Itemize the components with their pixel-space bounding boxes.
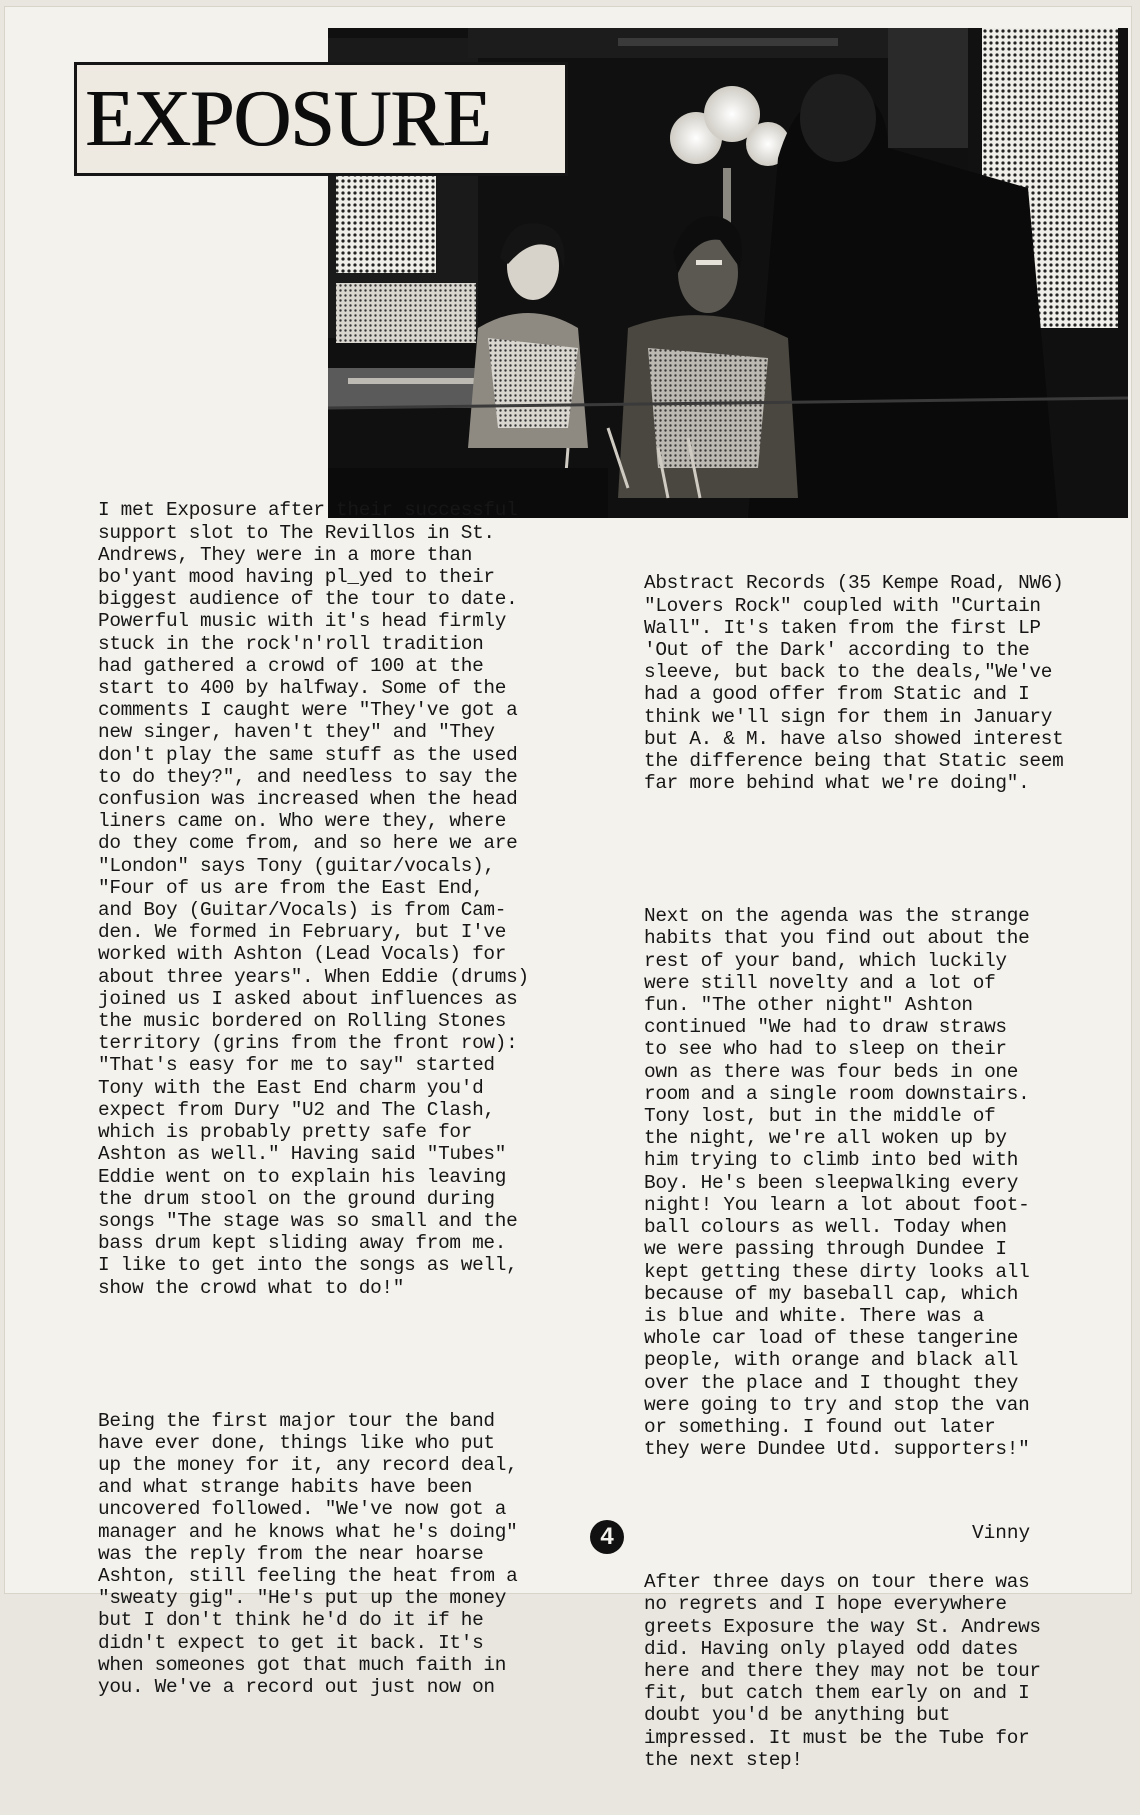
article-title: EXPOSURE: [85, 75, 491, 163]
author-signature: Vinny: [972, 1522, 1031, 1544]
paragraph: After three days on tour there was no regrets and I hope everywhere greets Exposure the way St. Andrews did. Having only played odd dates here and there they may not be tour fit, but catch them early on and I doubt you'd be anything but impressed. It must be the Tube for the next step!: [644, 1571, 1041, 1771]
paragraph: Being the first major tour the band have ever done, things like who put up the money for it, any record deal, and what strange habits have been uncovered followed. "We've now got a manager and he knows what he's doing" was the reply from the near hoarse Ashton, still feeling the heat from a "sweaty gig". "He's put up the money but I don't think he'd do it if he didn't expect to get it back. It's when someones got that much faith in you. We've a record out just now on: [98, 1409, 518, 1698]
page: [4, 6, 1132, 1771]
article-title-banner: [74, 62, 568, 176]
paragraph: Next on the agenda was the strange habits that you find out about the rest of your band, which luckily were still novelty and a lot of fun. "The other night" Ashton continued "We had to draw straws to see who had to sleep on their own as there was four beds in one room and a single room downstairs. Tony lost, but in the middle of the night, we're all woken up by him trying to climb into bed with Boy. He's been sleepwalking every night! You learn a lot about foot- ball colours as well. Today when we were passing through Dundee I kept getting these dirty looks all because of my baseball cap, which is blue and white. There was a whole car load of these tangerine people, with orange and black all over the place and I thought they were going to try and stop the van or something. I found out later they were Dundee Utd. supporters!": [644, 905, 1030, 1461]
paragraph-gap: [98, 1343, 529, 1365]
page-number: 4: [590, 1520, 624, 1554]
article-column-left: [98, 455, 529, 1743]
paragraph-gap: [644, 839, 1063, 861]
paragraph: I met Exposure after their successful support slot to The Revillos in St. Andrews, They were in a more than bo'yant mood having pl_yed to their biggest audience of the tour to date. Powerful music with it's head firmly stuck in the rock'n'roll tradition had gathered a crowd of 100 at the start to 400 by halfway. Some of the comments I caught were "They've got a new singer, haven't they" and "They don't play the same stuff as the used to do they?", and needless to say the confusion was increased when the head liners came on. Who were they, where do they come from, and so here we are "London" says Tony (guitar/vocals), "Four of us are from the East End, and Boy (Guitar/Vocals) is from Cam- den. We formed in February, but I've worked with Ashton (Lead Vocals) for about three years". When Eddie (drums) joined us I asked about influences as the music bordered on Rolling Stones territory (grins from the front row): "That's easy for me to say" started Tony with the East End charm you'd expect from Dury "U2 and The Clash, which is probably pretty safe for Ashton as well." Having said "Tubes" Eddie went on to explain his leaving the drum stool on the ground during songs "The stage was so small and the bass drum kept sliding away from me. I like to get into the songs as well, show the crowd what to do!": [98, 499, 529, 1299]
article-column-right: [644, 528, 1063, 1815]
paragraph: Abstract Records (35 Kempe Road, NW6) "Lovers Rock" coupled with "Curtain Wall". It's taken from the first LP 'Out of the Dark' according to the sleeve, but back to the deals,"We've had a good offer from Static and I think we'll sign for them in January but A. & M. have also showed interest the difference being that Static seem far more behind what we're doing".: [644, 572, 1064, 795]
